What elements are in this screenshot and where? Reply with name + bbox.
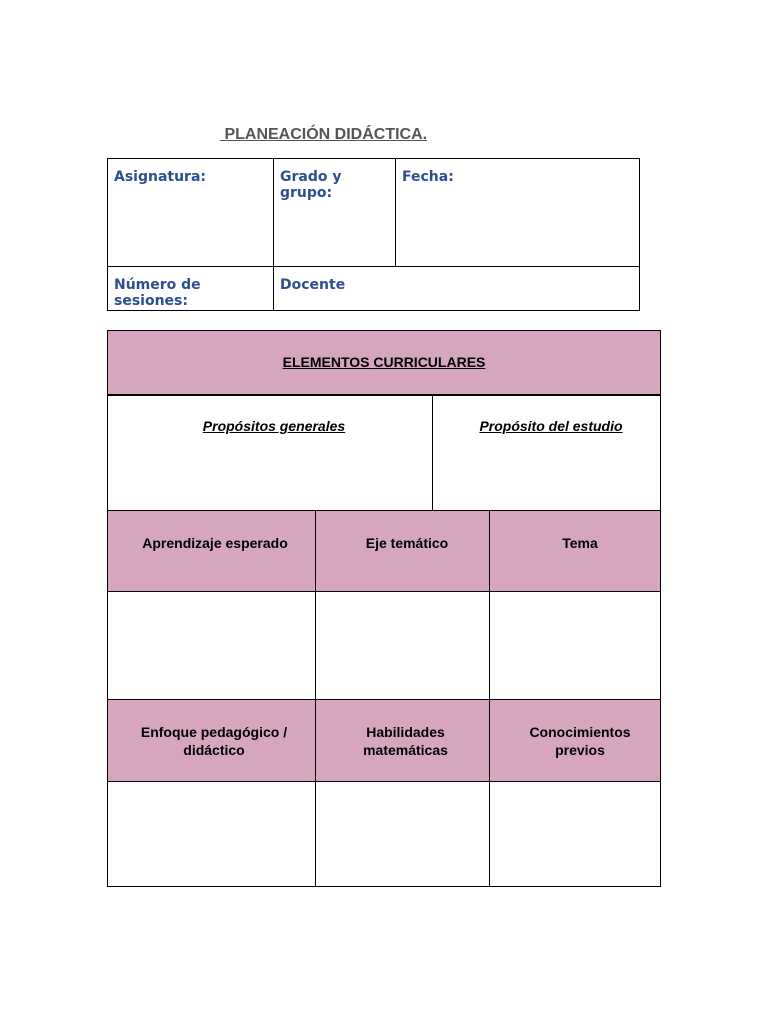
numero-sesiones-field[interactable] bbox=[108, 267, 273, 310]
habilidades-matematicas-header: Habilidades matemáticas bbox=[363, 724, 448, 758]
conocimientos-previos-header: Conocimientos previos bbox=[529, 724, 631, 758]
propositos-generales-field[interactable] bbox=[108, 441, 432, 509]
page-title: PLANEACIÓN DIDÁCTICA. bbox=[220, 126, 428, 143]
asignatura-label: Asignatura: bbox=[114, 169, 207, 185]
habilidades-matematicas-field[interactable] bbox=[316, 782, 489, 886]
curricular-elements-table bbox=[107, 330, 661, 887]
propositos-generales-label: Propósitos generales bbox=[202, 418, 346, 434]
proposito-estudio-field[interactable] bbox=[433, 441, 660, 509]
eje-tematico-field[interactable] bbox=[316, 592, 489, 699]
numero-sesiones-label: Número de sesiones: bbox=[114, 277, 201, 309]
grado-grupo-label: Grado y grupo: bbox=[280, 169, 342, 201]
enfoque-pedagogico-field[interactable] bbox=[108, 782, 315, 886]
tema-header: Tema bbox=[562, 535, 598, 551]
fecha-label: Fecha: bbox=[402, 169, 454, 185]
grado-grupo-field[interactable] bbox=[274, 159, 395, 266]
eje-tematico-header: Eje temático bbox=[365, 535, 449, 551]
fecha-field[interactable] bbox=[396, 159, 639, 266]
aprendizaje-esperado-field[interactable] bbox=[108, 592, 315, 699]
enfoque-pedagogico-header: Enfoque pedagógico / didáctico bbox=[140, 724, 288, 758]
proposito-estudio-label: Propósito del estudio bbox=[479, 418, 623, 434]
info-table bbox=[107, 158, 640, 311]
aprendizaje-esperado-header: Aprendizaje esperado bbox=[142, 535, 288, 551]
section-heading: ELEMENTOS CURRICULARES bbox=[282, 354, 486, 370]
asignatura-field[interactable] bbox=[108, 159, 273, 266]
divider bbox=[108, 699, 660, 700]
docente-field[interactable] bbox=[274, 267, 639, 310]
divider bbox=[108, 394, 660, 396]
tema-field[interactable] bbox=[490, 592, 660, 699]
conocimientos-previos-field[interactable] bbox=[490, 782, 660, 886]
divider bbox=[108, 510, 660, 511]
docente-label: Docente bbox=[280, 277, 346, 293]
